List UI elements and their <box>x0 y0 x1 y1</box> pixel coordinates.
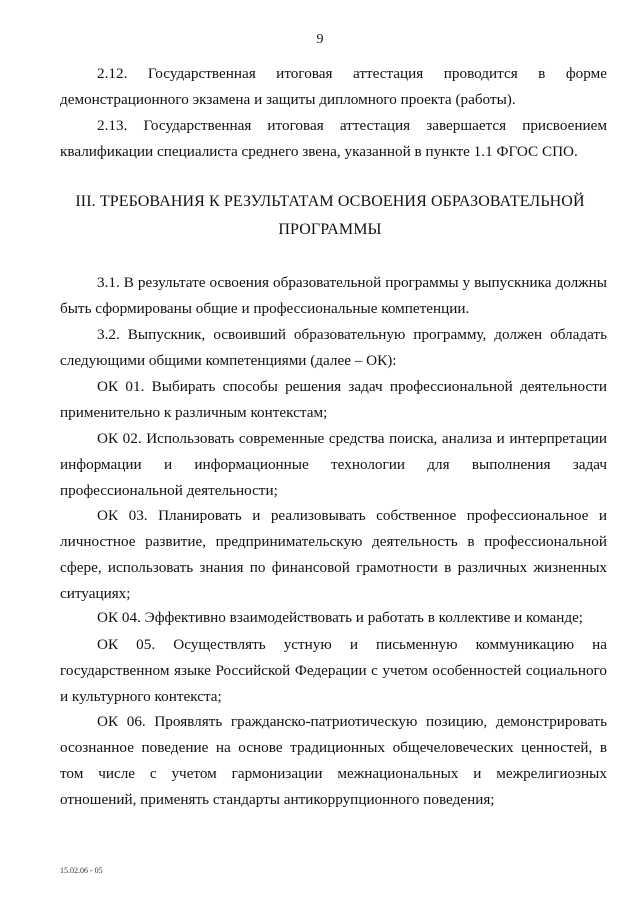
paragraph-2-13: 2.13. Государственная итоговая аттестация завершается присвоением квалификации специалиста среднего звена, указанной в пункте 1.1 ФГОС СПО. <box>60 117 607 160</box>
section-heading-line1: III. ТРЕБОВАНИЯ К РЕЗУЛЬТАТАМ ОСВОЕНИЯ ОБРАЗОВАТЕЛЬНОЙ <box>75 193 585 210</box>
footer-code: 15.02.06 - 05 <box>60 866 103 875</box>
paragraph-ok-05: ОК 05. Осуществлять устную и письменную коммуникацию на государственном языке Российской Федерации с учетом особенностей социального и культурного контекста; <box>60 636 607 705</box>
paragraph-ok-03: ОК 03. Планировать и реализовывать собственное профессиональное и личностное развитие, предпринимательскую деятельность в профессиональной сфере, использовать знания по финансовой грамотности в различных жизненных ситуациях; <box>60 507 607 602</box>
paragraph-3-2: 3.2. Выпускник, освоивший образовательную программу, должен обладать следующими общими компетенциями (далее – ОК): <box>60 326 607 369</box>
section-heading-line2: ПРОГРАММЫ <box>278 221 382 238</box>
paragraph-ok-06: ОК 06. Проявлять гражданско-патриотическую позицию, демонстрировать осознанное поведение на основе традиционных общечеловеческих ценностей, в том числе с учетом гармонизации межнациональных и межрелигиозных отношений, применять стандарты антикоррупционного поведения; <box>60 713 607 808</box>
paragraph-ok-04: ОК 04. Эффективно взаимодействовать и работать в коллективе и команде; <box>97 609 584 626</box>
paragraph-3-1: 3.1. В результате освоения образовательной программы у выпускника должны быть сформированы общие и профессиональные компетенции. <box>60 274 607 317</box>
section-heading <box>40 188 620 244</box>
page-number: 9 <box>316 32 324 47</box>
paragraph-ok-01: ОК 01. Выбирать способы решения задач профессиональной деятельности применительно к различным контекстам; <box>60 378 607 421</box>
paragraph-2-12: 2.12. Государственная итоговая аттестация проводится в форме демонстрационного экзамена и защиты дипломного проекта (работы). <box>60 65 607 108</box>
paragraph-ok-02: ОК 02. Использовать современные средства поиска, анализа и интерпретации информации и информационные технологии для выполнения задач профессиональной деятельности; <box>60 430 607 499</box>
